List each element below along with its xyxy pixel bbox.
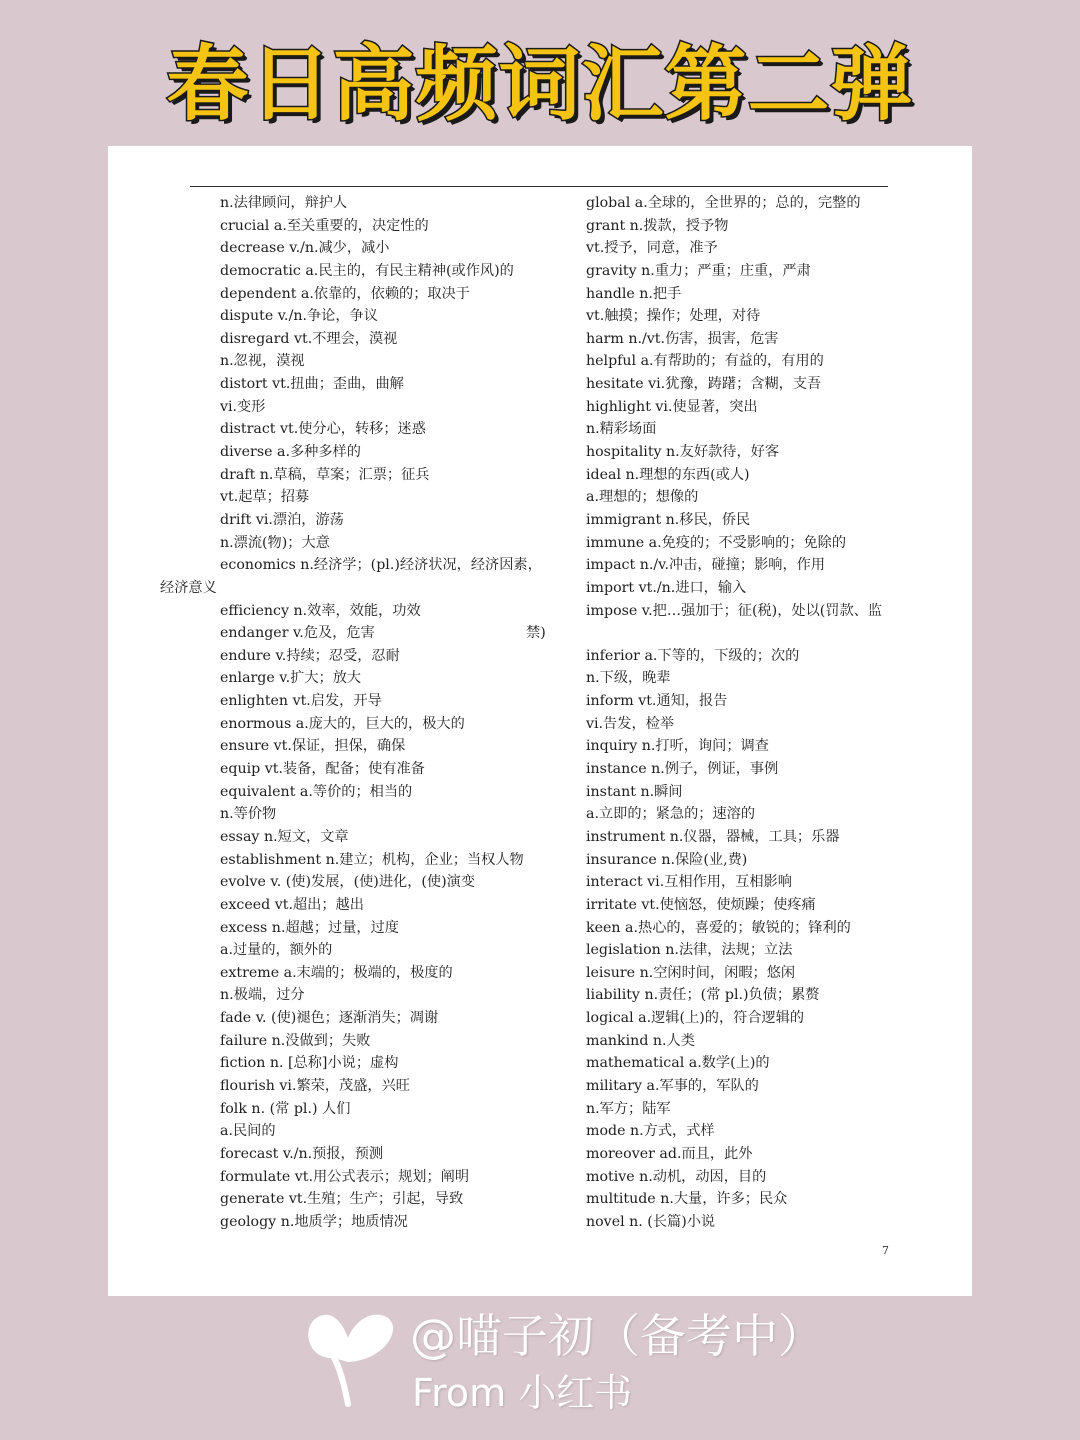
vocab-entry: diverse a.多种多样的 [220, 444, 361, 461]
vocab-entry: n.军方；陆军 [586, 1100, 671, 1117]
vocab-entry: vt.起草；招募 [220, 489, 310, 506]
vocab-entry: hesitate vi.犹豫，踌躇；含糊，支吾 [586, 376, 822, 393]
vocab-entry: exceed vt.超出；越出 [220, 896, 364, 913]
vocab-entry: mathematical a.数学(上)的 [586, 1055, 770, 1072]
vocab-entry: enlarge v.扩大；放大 [220, 670, 362, 687]
source-label: From 小红书 [412, 1371, 633, 1415]
vocab-entry: liability n.责任；(常 pl.)负债；累赘 [586, 987, 820, 1004]
vocab-entry: instrument n.仪器，器械，工具；乐器 [586, 828, 840, 845]
vocab-entry: irritate vt.使恼怒，使烦躁；使疼痛 [586, 896, 816, 913]
vocab-entry: immigrant n.移民，侨民 [586, 511, 751, 528]
vocab-entry: distract vt.使分心，转移；迷惑 [220, 421, 426, 438]
vocab-entry: distort vt.扭曲；歪曲，曲解 [220, 376, 404, 393]
vocab-entry: inquiry n.打听，询问；调查 [586, 738, 769, 755]
vocab-entry: logical a.逻辑(上)的，符合逻辑的 [586, 1010, 805, 1027]
vocab-entry: inferior a.下等的，下级的；次的 [586, 647, 800, 664]
vocab-entry: n.法律顾问，辩护人 [220, 195, 348, 211]
vocab-entry: impact n./v.冲击，碰撞；影响，作用 [586, 557, 826, 574]
vocab-entry: a.民间的 [220, 1123, 276, 1140]
vocab-entry: fade v. (使)褪色；逐渐消失；凋谢 [220, 1010, 439, 1027]
vocab-entry: 经济意义 [160, 579, 217, 596]
vocab-entry: excess n.超越；过量，过度 [220, 919, 399, 936]
vocab-entry: failure n.没做到；失败 [220, 1032, 371, 1049]
heart-sprout-icon [300, 1304, 400, 1414]
vocab-entry: vi.告发，检举 [586, 715, 675, 732]
vocab-entry: legislation n.法律，法规；立法 [586, 942, 793, 959]
watermark [300, 1300, 1000, 1420]
vocab-entry: interact vi.互相作用，互相影响 [586, 874, 792, 891]
vocab-entry: moreover ad.而且，此外 [586, 1145, 753, 1162]
vocab-entry: disregard vt.不理会，漠视 [220, 330, 398, 347]
vocab-entry: flourish vi.繁荣，茂盛，兴旺 [220, 1077, 410, 1094]
vocab-entry: leisure n.空闲时间，闲暇；悠闲 [586, 964, 796, 981]
vocab-entry: n.漂流(物)；大意 [220, 534, 330, 551]
header-rule [190, 186, 888, 187]
vocab-entry: n.精彩场面 [586, 421, 657, 438]
vocab-entry: hospitality n.友好款待，好客 [586, 444, 780, 461]
vocab-entry: forecast v./n.预报，预测 [220, 1145, 384, 1162]
vocab-entry: geology n.地质学；地质情况 [220, 1213, 408, 1230]
vocab-entry: essay n.短文，文章 [220, 828, 349, 845]
banner-title: 春日高频词汇第二弹 [166, 37, 914, 132]
vocab-entry: n.下级，晚辈 [586, 670, 671, 687]
vocab-entry: ideal n.理想的东西(或人) [586, 466, 750, 483]
vocab-entry: helpful a.有帮助的；有益的，有用的 [586, 353, 824, 370]
vocab-entry: gravity n.重力；严重；庄重，严肃 [586, 262, 811, 279]
vocab-entry: immune a.免疫的；不受影响的；免除的 [586, 534, 847, 551]
vocab-entry: folk n. (常 pl.) 人们 [220, 1100, 351, 1117]
vocab-entry: generate vt.生殖；生产；引起，导致 [220, 1191, 464, 1208]
vocab-entry: endure v.持续；忍受，忍耐 [220, 647, 400, 664]
vocab-entry: inform vt.通知，报告 [586, 693, 728, 710]
vocab-entry: draft n.草稿，草案；汇票；征兵 [220, 466, 430, 483]
page-number: 7 [882, 1244, 889, 1257]
vocab-entry: multitude n.大量，许多；民众 [586, 1191, 788, 1208]
author-handle: @喵子初（备考中） [410, 1309, 824, 1363]
vocab-entry: a.立即的；紧急的；速溶的 [586, 806, 756, 823]
vocab-entry: a.理想的；想像的 [586, 489, 699, 506]
vocab-entry: economics n.经济学；(pl.)经济状况，经济因素， [220, 557, 542, 574]
vocab-entry: military a.军事的，军队的 [586, 1077, 759, 1094]
vocab-entry: drift vi.漂泊，游荡 [220, 511, 344, 528]
vocab-entry: instance n.例子，例证，事例 [586, 761, 779, 778]
vocab-entry: grant n.拨款，授予物 [586, 217, 729, 234]
vocab-entry: novel n. (长篇)小说 [586, 1213, 716, 1230]
vocab-entry: 禁) [526, 625, 546, 642]
vocab-entry: establishment n.建立；机构，企业；当权人物 [220, 851, 524, 868]
vocab-entry: mankind n.人类 [586, 1032, 695, 1049]
vocab-entry: endanger v.危及，危害 [220, 625, 375, 642]
vocab-entry: formulate vt.用公式表示；规划；阐明 [220, 1168, 470, 1185]
vocab-entry: global a.全球的，全世界的；总的，完整的 [586, 195, 861, 211]
vocab-entry: enlighten vt.启发，开导 [220, 693, 382, 710]
vocab-entry: extreme a.末端的；极端的，极度的 [220, 964, 453, 981]
vocab-entry: motive n.动机，动因，目的 [586, 1168, 767, 1185]
document-page [108, 146, 972, 1296]
vocab-column-left [160, 192, 542, 1233]
vocab-entry: a.过量的，额外的 [220, 942, 333, 959]
vocab-entry: instant n.瞬间 [586, 783, 683, 800]
vocab-entry: insurance n.保险(业,费) [586, 851, 748, 868]
vocab-entry: import vt./n.进口，输入 [586, 579, 747, 596]
vocab-entry: n.极端，过分 [220, 987, 305, 1004]
vocab-entry: mode n.方式，式样 [586, 1123, 715, 1140]
vocab-entry: fiction n. [总称]小说；虚构 [220, 1055, 399, 1072]
vocab-entry: highlight vi.使显著，突出 [586, 398, 758, 415]
vocab-entry: harm n./vt.伤害，损害，危害 [586, 330, 779, 347]
vocab-entry: equip vt.装备，配备；使有准备 [220, 761, 425, 778]
vocab-entry: decrease v./n.减少，减小 [220, 240, 390, 257]
vocab-entry: ensure vt.保证，担保，确保 [220, 738, 406, 755]
vocab-entry: handle n.把手 [586, 285, 682, 302]
vocab-entry: impose v.把…强加于；征(税)，处以(罚款、监 [586, 602, 883, 619]
vocab-entry: crucial a.至关重要的，决定性的 [220, 217, 429, 234]
vocab-entry: enormous a.庞大的，巨大的，极大的 [220, 715, 465, 732]
vocab-entry: n.等价物 [220, 806, 277, 823]
vocab-column-right [526, 192, 896, 1233]
vocab-entry: vi.变形 [220, 398, 266, 415]
vocab-entry: vt.授予，同意，准予 [586, 240, 718, 257]
vocab-entry: vt.触摸；操作；处理，对待 [586, 308, 761, 325]
vocab-entry: n.忽视，漠视 [220, 353, 305, 370]
vocab-entry: keen a.热心的，喜爱的；敏锐的；锋利的 [586, 919, 851, 936]
vocab-entry: efficiency n.效率，效能，功效 [220, 602, 421, 619]
vocab-entry: evolve v. (使)发展，(使)进化，(使)演变 [220, 874, 476, 891]
vocab-entry: democratic a.民主的，有民主精神(或作风)的 [220, 262, 514, 279]
vocab-entry: dependent a.依靠的，依赖的；取决于 [220, 285, 470, 302]
vocab-entry: dispute v./n.争论，争议 [220, 308, 378, 325]
vocab-entry: equivalent a.等价的；相当的 [220, 783, 413, 800]
